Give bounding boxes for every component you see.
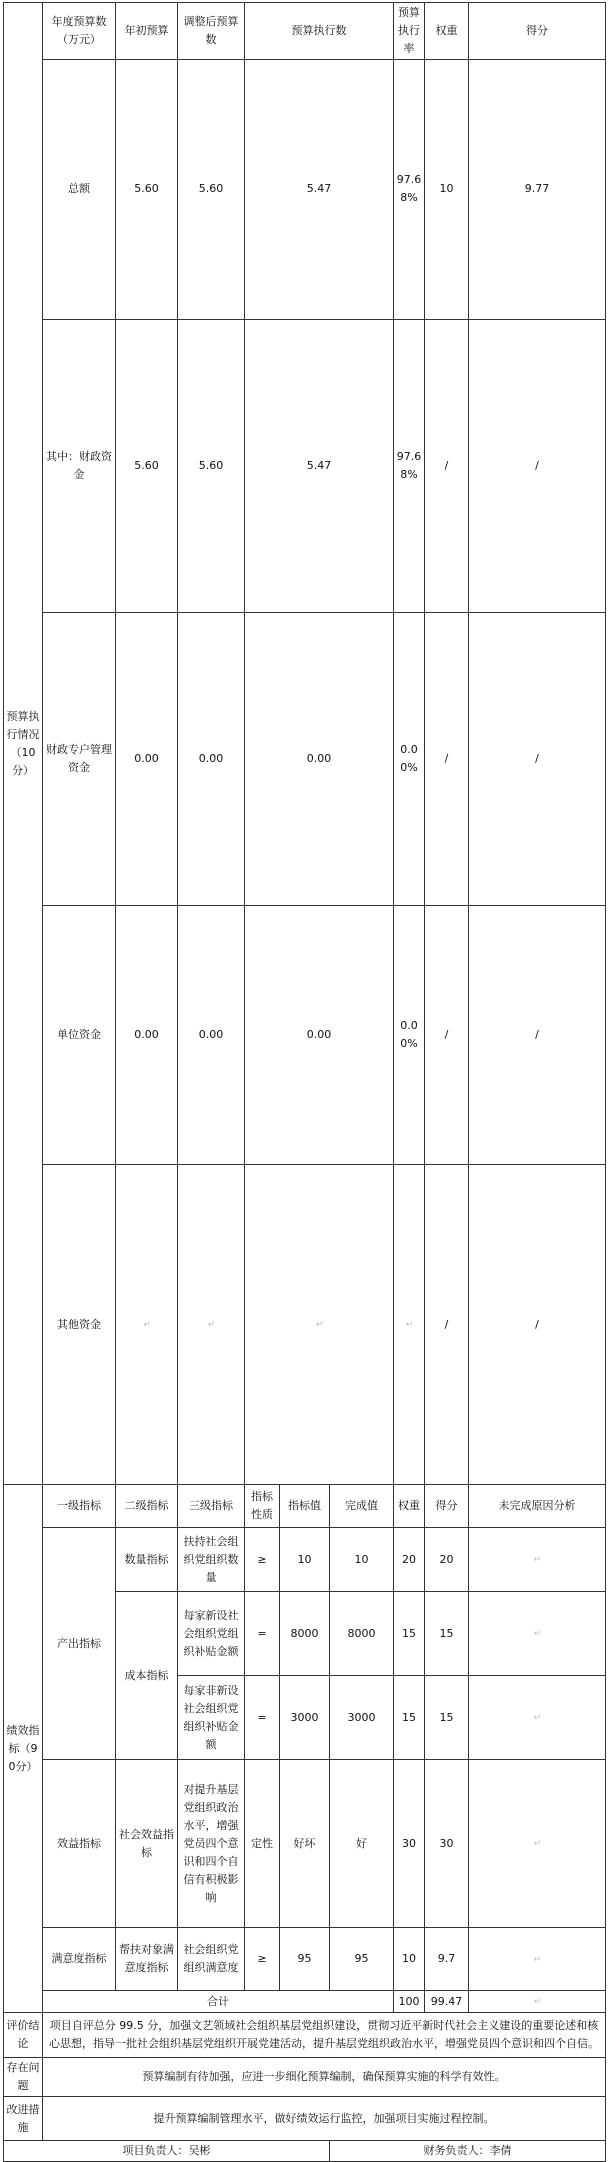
budget-row-label: 总额 bbox=[43, 60, 116, 320]
total-row bbox=[4, 1991, 606, 2013]
budget-score: 9.77 bbox=[469, 60, 606, 320]
indicator-analysis bbox=[469, 1528, 606, 1592]
finance-lead: 财务负责人：李倩 bbox=[330, 2141, 606, 2162]
budget-executed: 0.00 bbox=[245, 612, 394, 905]
budget-col-score: 得分 bbox=[469, 3, 606, 60]
level3-indicator: 每家新设社会组织党组织补贴金额 bbox=[178, 1592, 245, 1676]
budget-adjusted: 5.60 bbox=[178, 60, 245, 320]
paragraph-mark: ↵ bbox=[533, 1954, 542, 1965]
budget-weight: / bbox=[425, 612, 469, 905]
indicator-actual: 95 bbox=[330, 1928, 394, 1991]
budget-score: / bbox=[469, 1165, 606, 1485]
budget-row bbox=[4, 319, 606, 612]
budget-weight: / bbox=[425, 905, 469, 1165]
budget-score: / bbox=[469, 319, 606, 612]
budget-col-adjusted: 调整后预算数 bbox=[178, 3, 245, 60]
budget-executed bbox=[245, 1165, 394, 1485]
budget-initial: 0.00 bbox=[116, 612, 178, 905]
measures-label: 改进措施 bbox=[4, 2097, 43, 2141]
budget-initial: 5.60 bbox=[116, 319, 178, 612]
level2-social: 社会效益指标 bbox=[116, 1760, 178, 1928]
paragraph-mark: ↵ bbox=[533, 1629, 542, 1639]
perf-col-analysis: 未完成原因分析 bbox=[469, 1485, 606, 1528]
total-analysis bbox=[469, 1991, 606, 2013]
budget-rate: 0.00% bbox=[394, 612, 425, 905]
level2-cost: 成本指标 bbox=[116, 1592, 178, 1760]
budget-col-executed: 预算执行数 bbox=[245, 3, 394, 60]
total-weight: 100 bbox=[394, 1991, 425, 2013]
issues-row bbox=[4, 2058, 606, 2097]
budget-weight: / bbox=[425, 1165, 469, 1485]
perf-col-actual: 完成值 bbox=[330, 1485, 394, 1528]
indicator-row bbox=[4, 1928, 606, 1991]
indicator-nature: ≥ bbox=[245, 1528, 280, 1592]
conclusion-row bbox=[4, 2013, 606, 2058]
budget-section-label: 预算执行情况（10分） bbox=[4, 3, 43, 1485]
perf-col-level2: 二级指标 bbox=[116, 1485, 178, 1528]
paragraph-mark: ↵ bbox=[315, 1320, 324, 1331]
budget-row bbox=[4, 1165, 606, 1485]
level3-indicator: 社会组织党组织满意度 bbox=[178, 1928, 245, 1991]
measures-row bbox=[4, 2097, 606, 2141]
budget-col-rate: 预算执行率 bbox=[394, 3, 425, 60]
indicator-actual: 好 bbox=[330, 1760, 394, 1928]
budget-row-label: 其他资金 bbox=[43, 1165, 116, 1485]
paragraph-mark: ↵ bbox=[143, 1320, 151, 1331]
indicator-target: 好坏 bbox=[280, 1760, 330, 1928]
level3-indicator: 扶持社会组织党组织数量 bbox=[178, 1528, 245, 1592]
level2-service: 帮扶对象满意度指标 bbox=[116, 1928, 178, 1991]
total-label: 合计 bbox=[43, 1991, 394, 2013]
budget-col-initial: 年初预算 bbox=[116, 3, 178, 60]
performance-header-row bbox=[4, 1485, 606, 1528]
indicator-analysis bbox=[469, 1928, 606, 1991]
indicator-score: 20 bbox=[425, 1528, 469, 1592]
budget-score: / bbox=[469, 905, 606, 1165]
perf-col-level1: 一级指标 bbox=[43, 1485, 116, 1528]
budget-header-row bbox=[4, 3, 606, 60]
indicator-weight: 15 bbox=[394, 1676, 425, 1760]
paragraph-mark: ↵ bbox=[207, 1320, 216, 1331]
indicator-actual: 3000 bbox=[330, 1676, 394, 1760]
indicator-score: 15 bbox=[425, 1676, 469, 1760]
indicator-nature: 定性 bbox=[245, 1760, 280, 1928]
budget-row bbox=[4, 905, 606, 1165]
indicator-nature: = bbox=[245, 1592, 280, 1676]
indicator-score: 9.7 bbox=[425, 1928, 469, 1991]
budget-adjusted: 0.00 bbox=[178, 905, 245, 1165]
indicator-target: 3000 bbox=[280, 1676, 330, 1760]
total-score: 99.47 bbox=[425, 1991, 469, 2013]
budget-executed: 0.00 bbox=[245, 905, 394, 1165]
indicator-target: 95 bbox=[280, 1928, 330, 1991]
indicator-analysis bbox=[469, 1760, 606, 1928]
indicator-nature: = bbox=[245, 1676, 280, 1760]
indicator-weight: 10 bbox=[394, 1928, 425, 1991]
level3-indicator: 对提升基层党组织政治水平，增强党员四个意识和四个自信有积极影响 bbox=[178, 1760, 245, 1928]
budget-row bbox=[4, 612, 606, 905]
issues-text: 预算编制有待加强，应进一步细化预算编制，确保预算实施的科学有效性。 bbox=[43, 2058, 606, 2097]
indicator-nature: ≥ bbox=[245, 1928, 280, 1991]
indicator-row bbox=[4, 1528, 606, 1592]
signature-row bbox=[4, 2141, 606, 2162]
indicator-weight: 30 bbox=[394, 1760, 425, 1928]
budget-rate: 0.00% bbox=[394, 905, 425, 1165]
budget-initial bbox=[116, 1165, 178, 1485]
perf-col-nature: 指标性质 bbox=[245, 1485, 280, 1528]
level3-indicator: 每家非新设社会组织党组织补贴金额 bbox=[178, 1676, 245, 1760]
indicator-weight: 20 bbox=[394, 1528, 425, 1592]
project-lead: 项目负责人：吴彬 bbox=[4, 2141, 330, 2162]
measures-text: 提升预算编制管理水平，做好绩效运行监控，加强项目实施过程控制。 bbox=[43, 2097, 606, 2141]
indicator-target: 8000 bbox=[280, 1592, 330, 1676]
indicator-weight: 15 bbox=[394, 1592, 425, 1676]
budget-rate bbox=[394, 1165, 425, 1485]
indicator-score: 30 bbox=[425, 1760, 469, 1928]
indicator-actual: 10 bbox=[330, 1528, 394, 1592]
paragraph-mark: ↵ bbox=[533, 1555, 542, 1565]
evaluation-table bbox=[3, 2, 606, 2162]
perf-col-level3: 三级指标 bbox=[178, 1485, 245, 1528]
conclusion-text: 项目自评总分 99.5 分，加强文艺领域社会组织基层党组织建设，贯彻习近平新时代社会主义建设的重要论述和核心思想，指导一批社会组织基层党组织开展党建活动，提升基层党组织政治水平，增强党员四个意识和四个自信。 bbox=[43, 2013, 606, 2058]
perf-col-target: 指标值 bbox=[280, 1485, 330, 1528]
budget-row bbox=[4, 60, 606, 320]
budget-row-label: 单位资金 bbox=[43, 905, 116, 1165]
indicator-actual: 8000 bbox=[330, 1592, 394, 1676]
budget-col-annual: 年度预算数（万元） bbox=[43, 3, 116, 60]
budget-executed: 5.47 bbox=[245, 60, 394, 320]
budget-initial: 0.00 bbox=[116, 905, 178, 1165]
indicator-row bbox=[4, 1760, 606, 1928]
budget-executed: 5.47 bbox=[245, 319, 394, 612]
budget-rate: 97.68% bbox=[394, 60, 425, 320]
budget-adjusted bbox=[178, 1165, 245, 1485]
level2-quantity: 数量指标 bbox=[116, 1528, 178, 1592]
indicator-score: 15 bbox=[425, 1592, 469, 1676]
issues-label: 存在问题 bbox=[4, 2058, 43, 2097]
budget-adjusted: 5.60 bbox=[178, 319, 245, 612]
budget-adjusted: 0.00 bbox=[178, 612, 245, 905]
paragraph-mark: ↵ bbox=[533, 1839, 542, 1849]
budget-row-label: 其中：财政资金 bbox=[43, 319, 116, 612]
perf-col-score: 得分 bbox=[425, 1485, 469, 1528]
budget-weight: 10 bbox=[425, 60, 469, 320]
budget-score: / bbox=[469, 612, 606, 905]
performance-section-label: 绩效指标（90分） bbox=[4, 1485, 43, 2013]
paragraph-mark: ↵ bbox=[405, 1320, 414, 1331]
budget-row-label: 财政专户管理资金 bbox=[43, 612, 116, 905]
budget-weight: / bbox=[425, 319, 469, 612]
level1-benefit: 效益指标 bbox=[43, 1760, 116, 1928]
paragraph-mark: ↵ bbox=[533, 1997, 542, 2007]
budget-initial: 5.60 bbox=[116, 60, 178, 320]
conclusion-label: 评价结论 bbox=[4, 2013, 43, 2058]
indicator-target: 10 bbox=[280, 1528, 330, 1592]
budget-rate: 97.68% bbox=[394, 319, 425, 612]
level1-output: 产出指标 bbox=[43, 1528, 116, 1760]
perf-col-weight: 权重 bbox=[394, 1485, 425, 1528]
level1-satisfaction: 满意度指标 bbox=[43, 1928, 116, 1991]
indicator-analysis bbox=[469, 1676, 606, 1760]
budget-col-weight: 权重 bbox=[425, 3, 469, 60]
indicator-analysis bbox=[469, 1592, 606, 1676]
paragraph-mark: ↵ bbox=[533, 1713, 542, 1723]
